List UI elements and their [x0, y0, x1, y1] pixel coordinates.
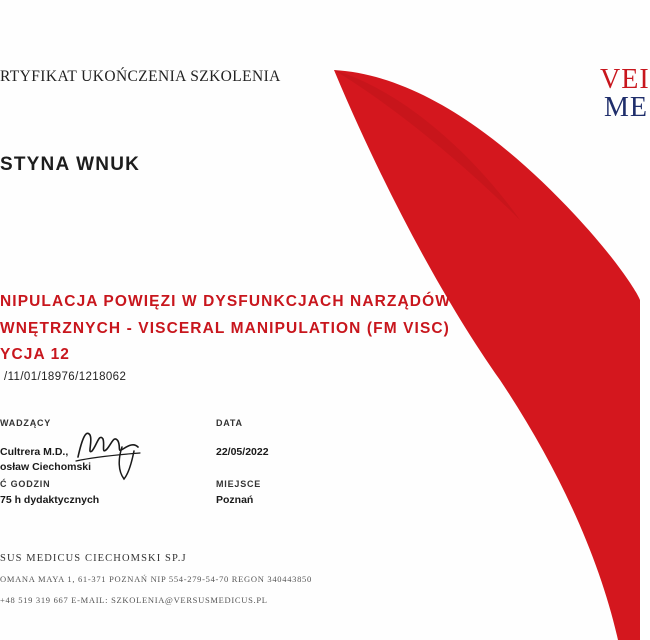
instructor-name-1: Cultrera M.D., [0, 446, 69, 458]
instructors-label: WADZĄCY [0, 418, 52, 428]
date-value: 22/05/2022 [216, 446, 269, 458]
signature-image [74, 421, 146, 483]
course-title-line-1: NIPULACJA POWIĘZI W DYSFUNKCJACH NARZĄDÓW [0, 293, 451, 310]
company-contact: +48 519 319 667 E-MAIL: SZKOLENIA@VERSUSMEDICUS.PL [0, 595, 268, 605]
hours-label: Ć GODZIN [0, 479, 51, 489]
place-value: Poznań [216, 494, 254, 506]
company-name: SUS MEDICUS CIECHOMSKI SP.J [0, 553, 187, 564]
registration-number: /11/01/18976/1218062 [4, 371, 127, 383]
date-label: DATA [216, 418, 243, 428]
brand-logo-line-1: VEI [600, 64, 650, 95]
course-title-line-2: WNĘTRZNYCH - VISCERAL MANIPULATION (FM VISC) [0, 320, 450, 337]
company-address: OMANA MAYA 1, 61-371 POZNAŃ NIP 554-279-54-70 REGON 340443850 [0, 574, 312, 584]
place-label: MIEJSCE [216, 479, 262, 489]
brand-logo-line-2: ME [604, 92, 648, 123]
instructor-name-2: osław Ciechomski [0, 461, 92, 473]
hours-value: 75 h dydaktycznych [0, 494, 100, 506]
course-edition: YCJA 12 [0, 346, 71, 363]
recipient-name: STYNA WNUK [0, 154, 141, 175]
certificate-title: RTYFIKAT UKOŃCZENIA SZKOLENIA [0, 68, 281, 85]
